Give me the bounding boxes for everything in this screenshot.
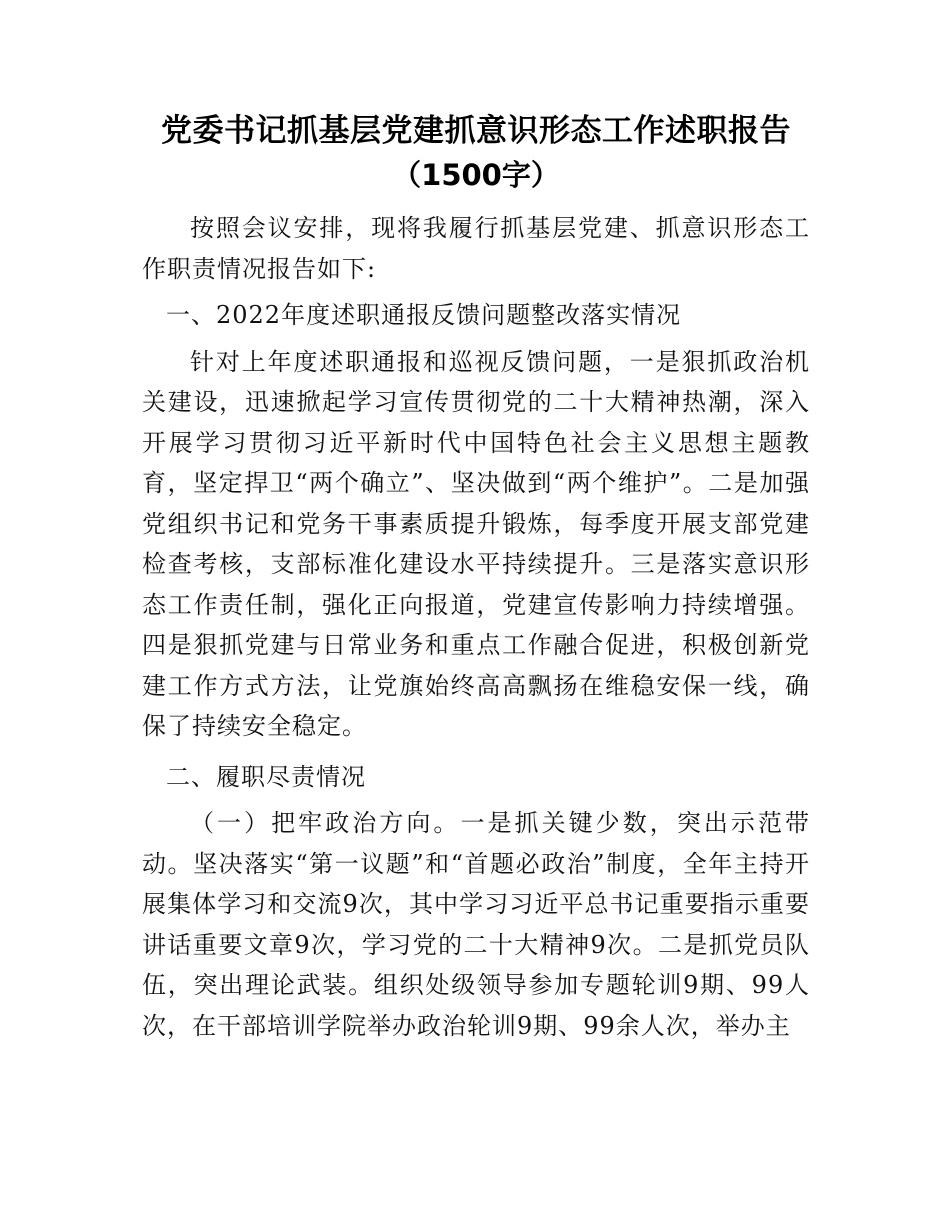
- document-subtitle: （1500字）: [392, 158, 560, 192]
- document-title: 党委书记抓基层党建抓意识形态工作述职报告: [161, 113, 791, 149]
- section-1-paragraph: 针对上年度述职通报和巡视反馈问题，一是狠抓政治机关建设，迅速掀起学习宣传贯彻党的二十大精神热潮，深入开展学习贯彻习近平新时代中国特色社会主义思想主题教育，坚定捍卫“两个确立”、坚决做到“两个维护”。二是加强党组织书记和党务干事素质提升锻炼，每季度开展支部党建检查考核，支部标准化建设水平持续提升。三是落实意识形态工作责任制，强化正向报道，党建宣传影响力持续增强。四是狠抓党建与日常业务和重点工作融合促进，积极创新党建工作方式方法，让党旗始终高高飘扬在维稳安保一线，确保了持续安全稳定。: [142, 347, 810, 740]
- intro-paragraph: 按照会议安排，现将我履行抓基层党建、抓意识形态工作职责情况报告如下:: [142, 214, 810, 283]
- section-1-heading: 一、2022年度述职通报反馈问题整改落实情况: [166, 301, 682, 329]
- section-2-paragraph: （一）把牢政治方向。一是抓关键少数，突出示范带动。坚决落实“第一议题”和“首题必政治”制度，全年主持开展集体学习和交流9次，其中学习习近平总书记重要指示重要讲话重要文章9次，学习党的二十大精神9次。二是抓党员队伍，突出理论武装。组织处级领导参加专题轮训9期、99人次，在干部培训学院举办政治轮训9期、99余人次，举办主: [142, 809, 810, 1040]
- title-block: [142, 108, 810, 196]
- document-body: [142, 108, 810, 1046]
- section-2-heading: 二、履职尽责情况: [166, 762, 366, 791]
